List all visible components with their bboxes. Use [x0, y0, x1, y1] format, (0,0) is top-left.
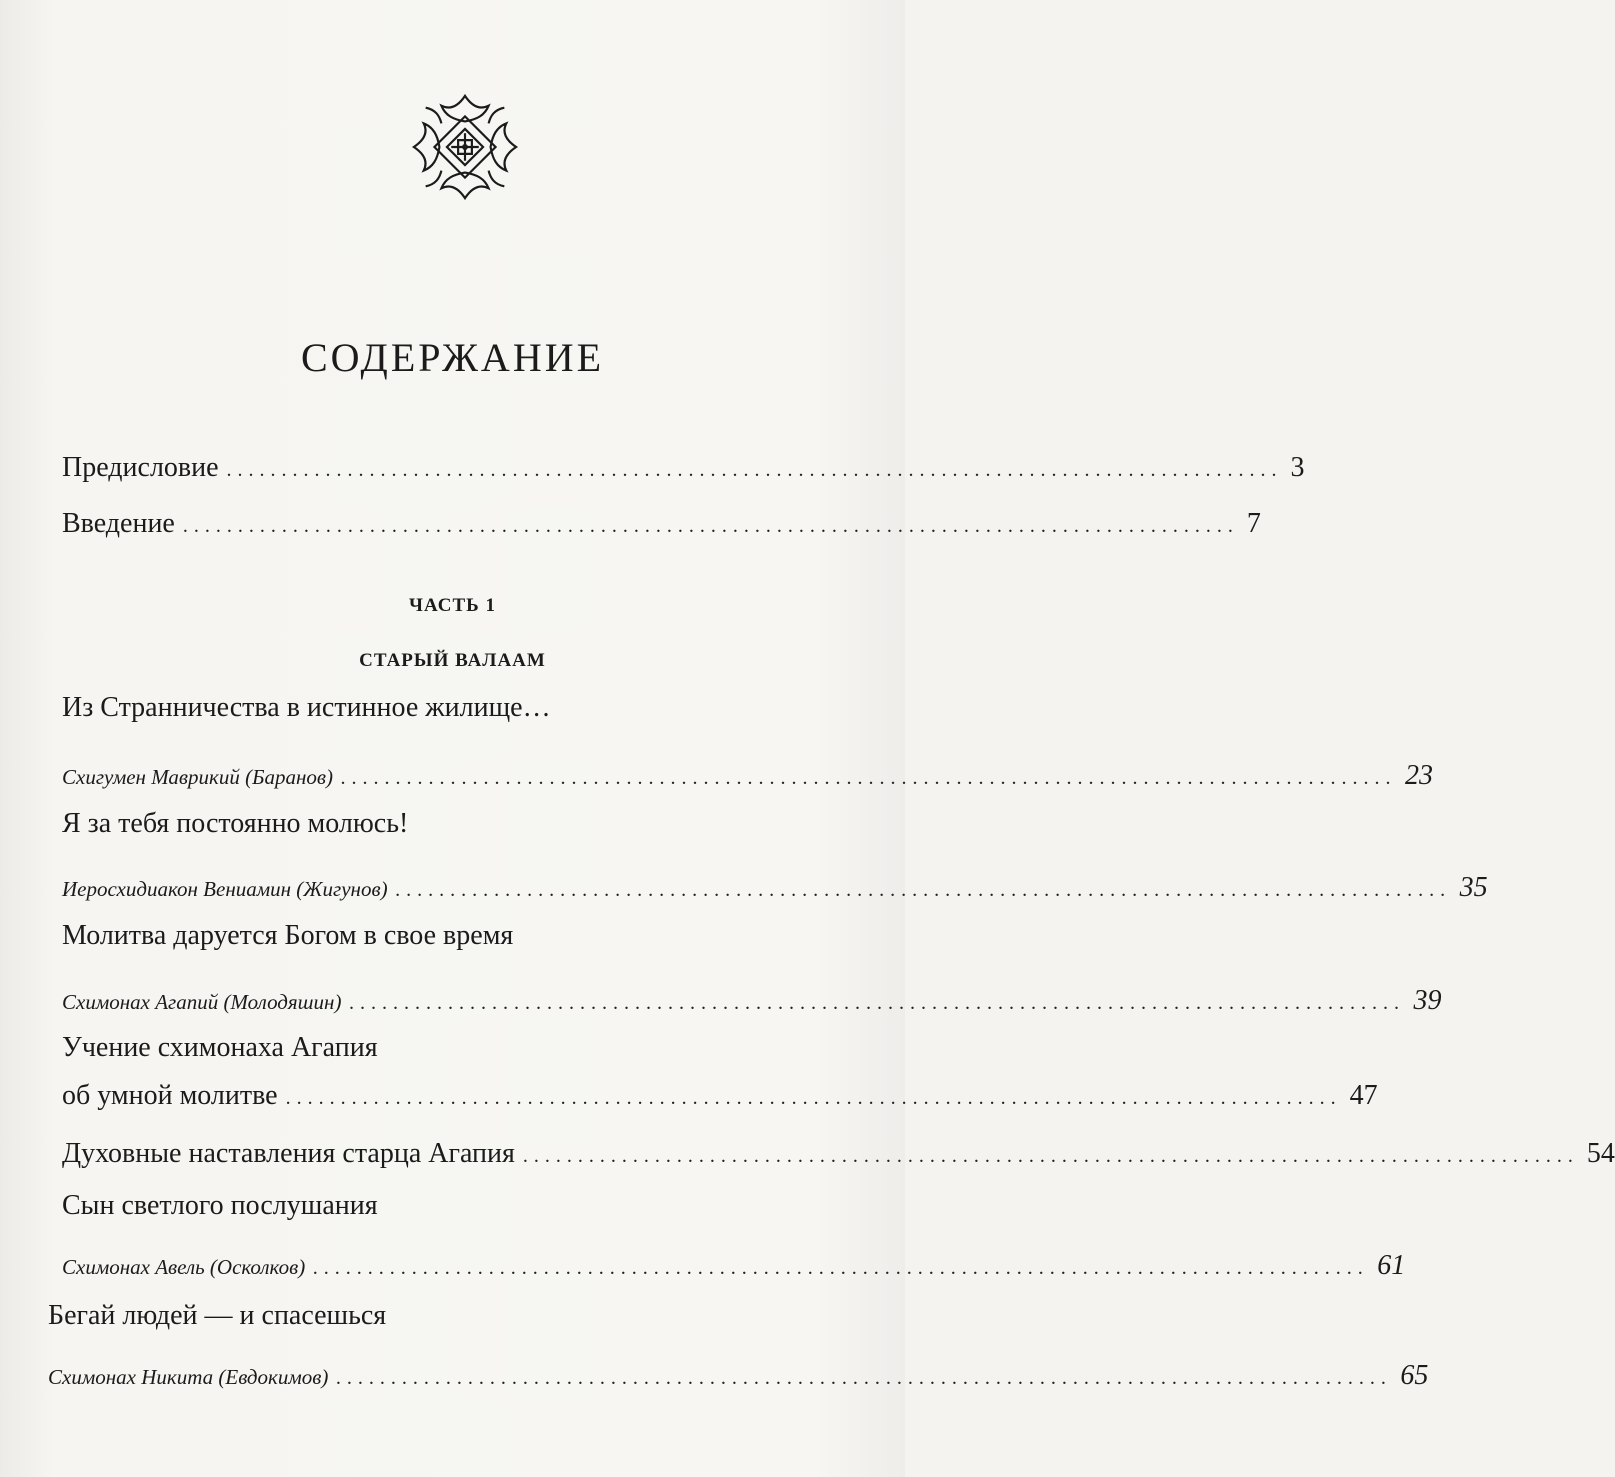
chapter-title[interactable]: Из Странничества в истинное жилище…	[62, 692, 551, 723]
chapter-title: Духовные наставления старца Агапия	[62, 1138, 515, 1169]
toc-page-number: 3	[1290, 452, 1305, 483]
leader-dots: ................................................................................................	[395, 879, 1452, 901]
chapter-title[interactable]: Молитва даруется Богом в свое время	[62, 920, 514, 951]
toc-page-number: 61	[1377, 1250, 1406, 1281]
toc-page-number: 65	[1400, 1360, 1429, 1391]
leader-dots: ................................................................................................	[349, 992, 1406, 1014]
leader-dots: ................................................................................................	[341, 767, 1398, 789]
chapter-title[interactable]: Сын светлого послушания	[62, 1190, 378, 1221]
toc-entry-author[interactable]	[62, 985, 1442, 1017]
leader-dots: ................................................................................................	[313, 1257, 1370, 1279]
toc-entry-author[interactable]	[62, 872, 1488, 904]
toc-entry-label: Введение	[62, 508, 175, 539]
toc-page-number: 23	[1405, 760, 1434, 791]
toc-entry-preface[interactable]	[62, 452, 1305, 484]
leader-dots: ................................................................................................	[285, 1087, 1342, 1109]
toc-page-number: 39	[1413, 985, 1442, 1016]
toc-page-number: 47	[1349, 1080, 1378, 1111]
toc-page-number: 35	[1459, 872, 1488, 903]
chapter-title[interactable]: Учение схимонаха Агапия	[62, 1032, 378, 1063]
toc-entry-author[interactable]	[62, 760, 1434, 792]
leader-dots: ................................................................................................	[336, 1367, 1393, 1389]
author-name: Схимонах Никита (Евдокимов)	[48, 1365, 329, 1389]
toc-entry-author[interactable]	[62, 1250, 1406, 1282]
author-name: Схимонах Агапий (Молодяшин)	[62, 990, 342, 1014]
toc-entry-chapter[interactable]	[62, 1080, 1378, 1112]
toc-entry-introduction[interactable]	[62, 508, 1261, 540]
toc-entry-label: Предисловие	[62, 452, 219, 483]
toc-page-number: 7	[1246, 508, 1261, 539]
part-label: ЧАСТЬ 1	[409, 595, 496, 616]
decorative-ornament-icon	[406, 88, 524, 206]
leader-dots: ................................................................................................	[226, 459, 1283, 481]
toc-entry-chapter[interactable]	[62, 1138, 1615, 1170]
author-name: Схигумен Маврикий (Баранов)	[62, 765, 334, 789]
chapter-title-continued: об умной молитве	[62, 1080, 278, 1111]
chapter-title[interactable]: Я за тебя постоянно молюсь!	[62, 808, 409, 839]
leader-dots: ................................................................................................	[182, 515, 1239, 537]
leader-dots: ................................................................................................	[522, 1145, 1579, 1167]
author-name: Схимонах Авель (Осколков)	[62, 1255, 306, 1279]
toc-page-number: 54	[1586, 1138, 1615, 1169]
toc-entry-author[interactable]	[48, 1360, 1429, 1392]
chapter-title[interactable]: Бегай людей — и спасешься	[48, 1300, 387, 1331]
author-name: Иеросхидиакон Вениамин (Жигунов)	[62, 877, 388, 901]
part-name: СТАРЫЙ ВАЛААМ	[359, 650, 546, 671]
page-title: СОДЕРЖАНИЕ	[300, 335, 605, 380]
